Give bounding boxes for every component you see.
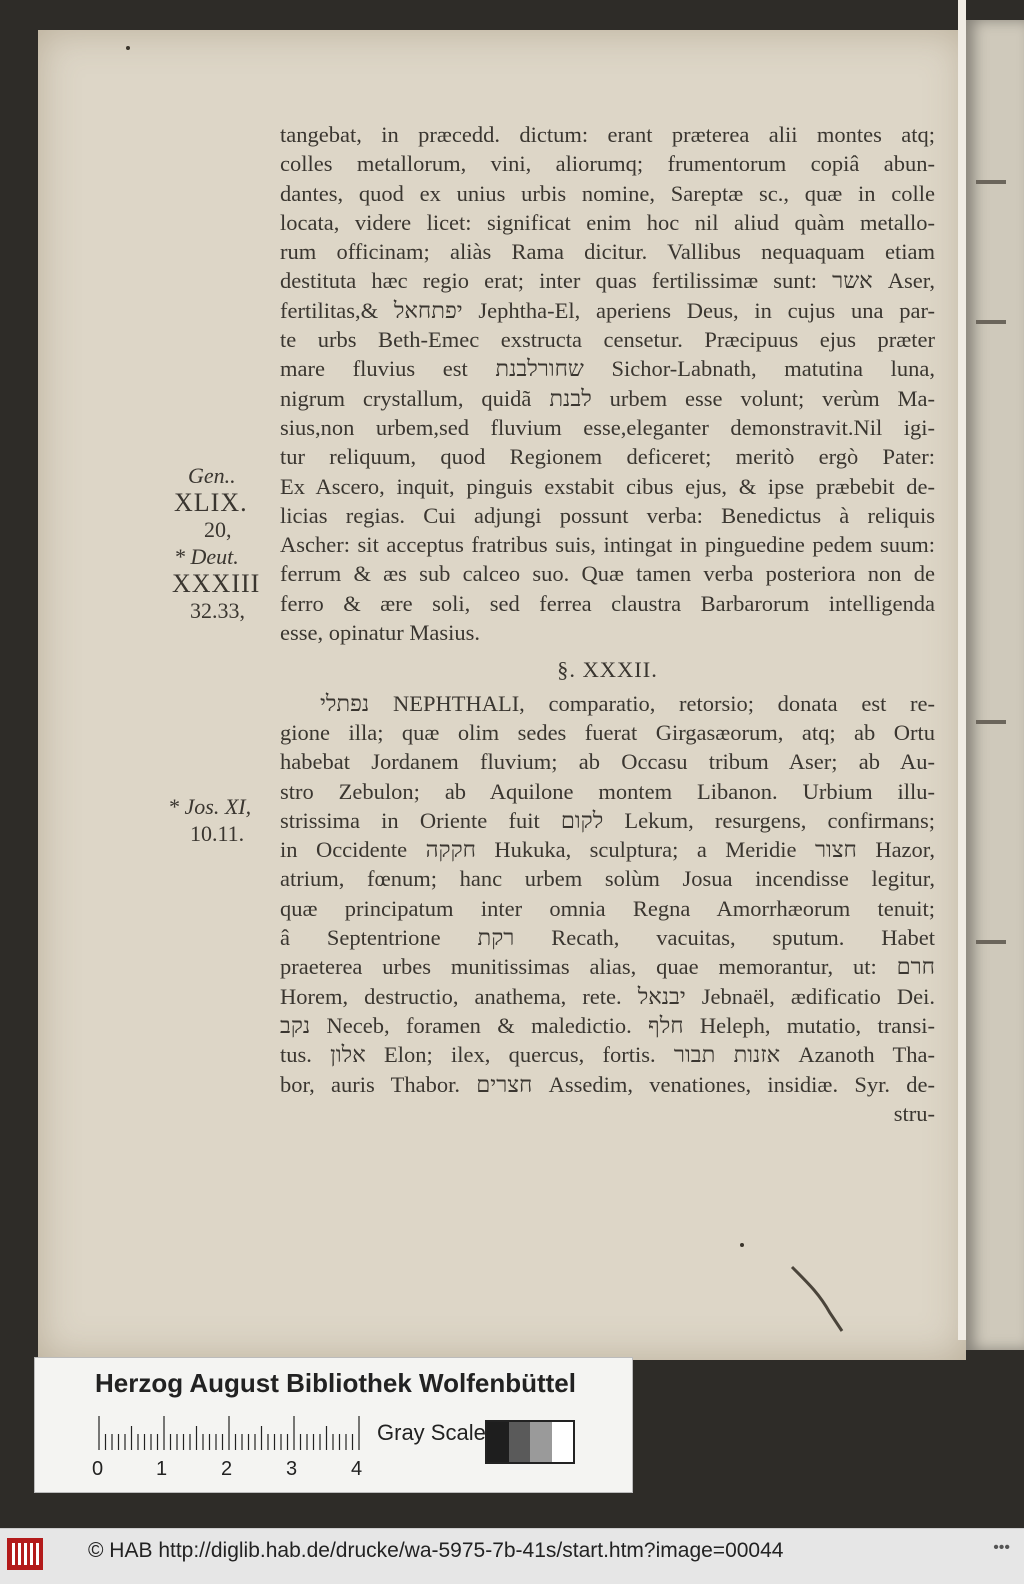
ruler-numbers [90,1458,390,1482]
text-line: in Occidente חקקה Hukuka, sculptura; a Meridie חצור Hazor, [280,837,935,863]
text-line: Ascher: sit acceptus fratribus suis, intingat in pinguedine pedem suum: [280,532,935,558]
margin-note: 20, [204,517,232,542]
page-gutter [958,0,966,1340]
footer-bar [0,1528,1024,1584]
ruler-scale [97,1416,367,1450]
gray-swatch [530,1422,552,1462]
margin-notes-genesis [168,462,260,624]
text-line: mare fluvius est שחורלבנת Sichor-Labnath, matutina luna, [280,356,935,382]
text-line: dantes, quod ex unius urbis nomine, Sareptæ sc., quæ in colle [280,180,935,206]
ink-speck [740,1243,744,1247]
ink-speck [126,46,130,50]
more-dots-icon[interactable]: ••• [993,1539,1010,1556]
margin-note: Gen.. [188,463,236,488]
page-edge-mark [976,180,1006,184]
section-heading: §. XXXII. [557,657,658,683]
text-line: stro Zebulon; ab Aquilone montem Libanon. Urbium illu- [280,778,935,804]
page-edge-mark [976,320,1006,324]
margin-note: 10.11. [190,821,245,846]
text-line: licias regias. Cui adjungi possunt verba: Benedictus à reliquis [280,502,935,528]
text-line: destituta hæc regio erat; inter quas fertilissimæ sunt: אשר Aser, [280,268,935,294]
margin-note: XXXIII [172,569,261,598]
text-line: strissima in Oriente fuit לקום Lekum, resurgens, confirmans; [280,807,935,833]
text-line: locata, videre licet: significat enim hoc nil aliud quàm metallo- [280,209,935,235]
text-line: colles metallorum, vini, aliorumq; frumentorum copiâ abun- [280,151,935,177]
gray-swatch [552,1422,574,1462]
text-line: esse, opinatur Masius. [280,620,480,646]
ruler-number: 3 [286,1458,298,1480]
text-line: fertilitas,& יפתחאל Jephtha-El, aperiens Deus, in cujus una par- [280,297,935,323]
color-scale-card [34,1357,633,1493]
text-line: gione illa; quæ olim sedes fuerat Girgasæorum, atq; ab Ortu [280,719,935,745]
text-line: atrium, fœnum; hanc urbem solùm Josua incendisse legitur, [280,866,935,892]
text-line: rum officinam; aliàs Rama dicitur. Vallibus nequaquam etiam [280,239,935,265]
text-line: tus. אלון Elon; ilex, quercus, fortis. אזנות תבור Azanoth Tha- [280,1042,935,1068]
margin-notes-joshua [168,793,251,847]
text-line: praeterea urbes munitissimas alias, quae memorantur, ut: חרם [280,954,935,980]
margin-note: * Deut. [174,544,239,569]
text-line: ferrum & æs sub calceo suo. Quæ tamen verba posteriora non de [280,561,935,587]
gray-swatch [487,1422,509,1462]
text-line: quæ principatum inter omnia Regna Amorrhæorum tenuit; [280,895,935,921]
text-line: נפתלי NEPHTHALI, comparatio, retorsio; donata est re- [320,690,935,716]
ruler-number: 1 [156,1458,168,1480]
text-line: Ex Ascero, inquit, pinguis exstabit cibus ejus, & ipse præbebit de- [280,473,935,499]
text-line: te urbs Beth-Emec exstructa censetur. Præcipuus ejus præter [280,327,935,353]
text-line: nigrum crystallum, quidã לבנת urbem esse volunt; verùm Ma- [280,385,935,411]
adjacent-page-edge [966,20,1024,1350]
ruler-number: 2 [221,1458,233,1480]
text-line: tur reliquum, quod Regionem deficeret; meritò ergò Pater: [280,444,935,470]
text-line: bor, auris Thabor. חצרים Assedim, venationes, insidiæ. Syr. de- [280,1071,935,1097]
ruler-number: 4 [351,1458,363,1480]
margin-note: 32.33, [190,598,245,623]
library-title: Herzog August Bibliothek Wolfenbüttel [95,1368,576,1398]
body-text [280,120,935,1128]
copyright-url[interactable]: © HAB http://diglib.hab.de/drucke/wa-5975-7b-41s/start.htm?image=00044 [88,1539,784,1562]
page-edge-mark [976,720,1006,724]
text-line: stru- [893,1100,935,1126]
text-line: habebat Jordanem fluvium; ab Occasu tribum Aser; ab Au- [280,749,935,775]
text-line: נקב Neceb, foramen & maledictio. חלף Heleph, mutatio, transi- [280,1012,935,1038]
page-edge-mark [976,940,1006,944]
text-line: sius,non urbem,sed fluvium esse,eleganter demonstravit.Nil igi- [280,414,935,440]
text-line: ferro & ære soli, sed ferrea claustra Barbarorum intelligenda [280,590,935,616]
gray-scale-label: Gray Scale [377,1420,486,1445]
text-line: tangebat, in præcedd. dictum: erant præterea alii montes atq; [280,122,935,147]
hab-logo-icon [6,1537,44,1571]
margin-note: * Jos. XI, [168,794,252,819]
text-line: â Septentrione רקת Recath, vacuitas, sputum. Habet [280,925,935,951]
ruler-number: 0 [92,1458,104,1480]
page-crease-mark [790,1265,850,1335]
gray-scale-swatches [485,1420,575,1464]
margin-note: XLIX. [174,488,248,517]
text-line: Horem, destructio, anathema, rete. יבנאל Jebnaël, ædificatio Dei. [280,983,935,1009]
gray-swatch [509,1422,531,1462]
